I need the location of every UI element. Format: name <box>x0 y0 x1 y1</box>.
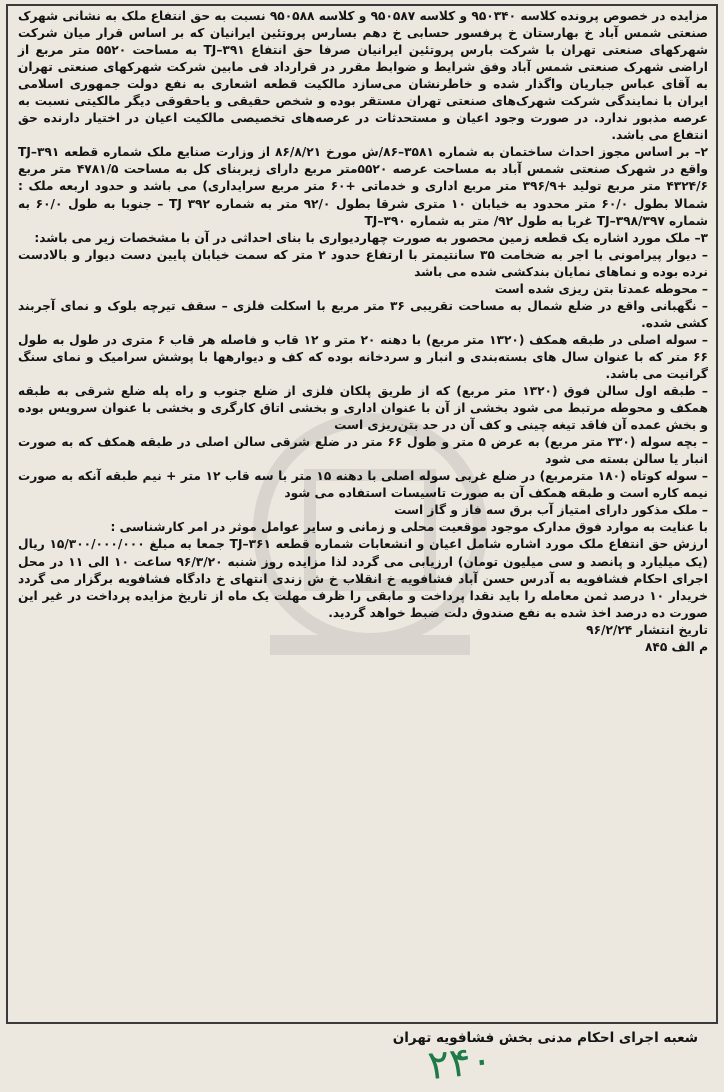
auction-notice-text <box>18 8 708 656</box>
publication-date: تاریخ انتشار ۹۶/۲/۲۴ <box>586 622 708 637</box>
notice-paragraph: ۳– ملک مورد اشاره یک قطعه زمین محصور به صورت چهاردیواری با بنای احداثی در آن با مشخصات زیر می باشد: <box>34 230 708 245</box>
notice-paragraph: ۲– بر اساس مجوز احداث ساختمان به شماره ۳۵۸۱–۸۶/ش مورخ ۸۶/۸/۲۱ از وزارت صنایع ملک شماره قطعه ۳۹۱–TJ واقع در شهرک صنعتی شمس آباد به مساحت عرصه ۵۵۲۰متر مربع دارای زیربنای کل به مساحت ۴۷۸۱/۵ متر مربع ۴۳۲۴/۶ متر مربع تولید +۳۹۶/۹ متر مربع اداری و خدماتی +۶۰ متر مربع سرایداری) می باشد و حدود اربعه ملک : شمالا بطول ۶۰/۰ متر محدود به خیابان ۱۰ متری شرقا بطول ۹۲/۰ متر به شماره ۳۹۲ TJ – جنوبا به طول ۶۰/۰ به شماره ۳۹۸/۳۹۷–TJ غربا به طول ۹۲/ متر به شماره ۳۹۰–TJ <box>18 145 708 228</box>
notice-paragraph: – سوله کوتاه (۱۸۰ مترمربع) در ضلع غربی سوله اصلی با دهنه ۱۵ متر با سه قاب ۱۲ متر + نیم طبقه آنکه به صورت نیمه کاره است و طبقه همکف آن به صورت تاسیسات استفاده می شود <box>18 469 708 501</box>
reference-number: م الف ۸۴۵ <box>644 639 708 654</box>
handwritten-mark: ۲۴۰ <box>425 1036 495 1090</box>
notice-paragraph: – نگهبانی واقع در ضلع شمال به مساحت تقریبی ۳۶ متر مربع با اسکلت فلزی – سقف تیرچه بلوک و نمای آجربند کشی شده. <box>18 298 708 330</box>
notice-paragraph: – طبقه اول سالن فوق (۱۳۲۰ متر مربع) که از طریق پلکان فلزی از ضلع جنوب و راه پله ضلع شرقی به طبقه همکف و محوطه مرتبط می شود بخشی از آن با عنوان اداری و بخشی اتاق کارگری و بخشی با عنوان سرویس بوده و بخش عمده آن فاقد تیغه چینی و کف آن در حد بتن‌ریزی است <box>18 384 708 433</box>
notice-paragraph: – ملک مذکور دارای امتیاز آب برق سه فاز و گاز است <box>394 503 708 518</box>
notice-paragraph: – محوطه عمدتا بتن ریزی شده است <box>494 281 708 296</box>
notice-paragraph: با عنایت به موارد فوق مدارک موجود موقعیت محلی و زمانی و سایر عوامل موثر در امر کارشناسی : <box>110 520 708 535</box>
notice-paragraph: – دیوار پیرامونی با اجر به ضخامت ۳۵ سانتیمتر با ارتفاع حدود ۲ متر که سمت خیابان پایین دست دیوار و بالادست نرده بوده و نماهای نمایان بندکشی شده می باشد <box>18 247 708 279</box>
notice-paragraph: ارزش حق انتفاع ملک مورد اشاره شامل اعیان و انشعابات شماره قطعه ۳۶۱–TJ جمعا به مبلغ ۱۵/۳۰۰/۰۰۰/۰۰۰ ریال (یک میلیارد و پانصد و سی میلیون تومان) ارزیابی می گردد لذا مزایده روز شنبه ۹۶/۳/۲۰ ساعت ۱۰ الی ۱۱ در محل اجرای احکام فشافویه به آدرس حسن آباد فشافویه خ انقلاب خ ش زندی انتهای خ دادگاه فشافویه برگزار می گردد خریدار ۱۰ درصد ثمن معامله را باید نقدا پرداخت و مابقی را ظرف مهلت یک ماه از تاریخ مزایده پرداخت در غیر این صورت ده درصد اخذ شده به نفع صندوق دلت ضبط خواهد گردید. <box>18 537 708 620</box>
notice-paragraph: – بچه سوله (۳۳۰ متر مربع) به عرض ۵ متر و طول ۶۶ متر در ضلع شرقی سالن اصلی در طبقه همکف که به صورت انبار یا سالن بسته می شود <box>18 435 708 467</box>
issuer-signature: شعبه اجرای احکام مدنی بخش فشافویه تهران <box>392 1030 698 1046</box>
notice-paragraph: مزایده در خصوص پرونده کلاسه ۹۵۰۳۴۰ و کلاسه ۹۵۰۵۸۷ و کلاسه ۹۵۰۵۸۸ نسبت به حق انتفاع ملک به نشانی شهرک صنعتی شمس آباد خ بهارستان خ پرفسور حسابی خ دهم بسارس پروتئین ایرانیان که بر اساس قرار میان شرکت شهرکهای صنعتی تهران با شرکت بارس پروتئین ایرانیان صرفا حق انتفاع ۳۹۱–TJ به مساحت ۵۵۲۰ متر مربع از اراضی شهرک صنعتی شمس آباد وفق شرایط و ضوابط مقرر در قرارداد فی مابین شرکت شهرکهای صنعتی تهران به آقای عباس جباریان واگذار شده و خاطرنشان می‌سازد مالکیت قطعه اشعاری به نفع دولت جمهوری اسلامی ایران با نمایندگی شرکت شهرک‌های صنعتی تهران مستقر بوده و شخص حقیقی و یاحقوقی دیگر مالکیتی نسبت به عرصه مذبور ندارد. در صورت وجود اعیان و مستحدثات در عرصه‌های تخصیصی مالکیت اعیان در اختیار دارنده حق انتفاع می باشد. <box>18 9 709 143</box>
notice-paragraph: – سوله اصلی در طبقه همکف (۱۳۲۰ متر مربع) با دهنه ۲۰ متر و ۱۲ قاب و فاصله هر قاب ۶ متری در طول به طول ۶۶ متر که با عنوان سال های بسته‌بندی و انبار و سردخانه بوده که کف و دیوارهها با پوشش سرامیک و نمای سنگ گرانیت می باشد. <box>18 332 708 381</box>
